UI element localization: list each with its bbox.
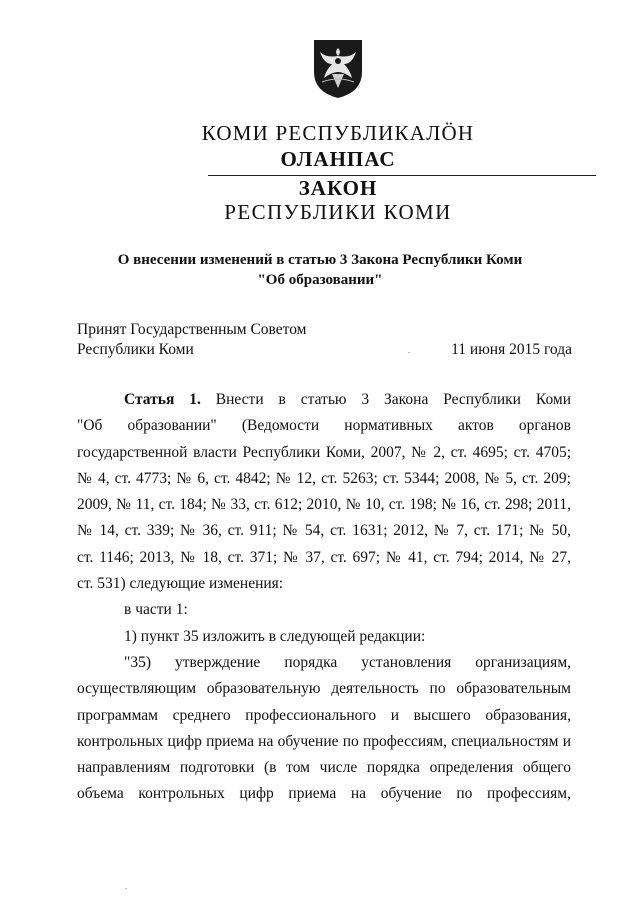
header-line-2: ОЛАНПАС <box>280 147 396 171</box>
scan-speck <box>125 888 127 889</box>
header-line-4: РЕСПУБЛИКИ КОМИ <box>224 200 452 224</box>
article-body <box>77 387 571 808</box>
quote-line: программам среднего профессионального и высшего образования, <box>77 706 571 724</box>
article-line: 2009, № 11, ст. 184; № 33, ст. 612; 2010, № 10, ст. 198; № 16, ст. 298; 2011, <box>77 496 571 514</box>
article-line: государственной власти Республики Коми, 2007, № 2, ст. 4695; ст. 4705; <box>77 443 571 461</box>
komi-coat-of-arms-icon <box>312 38 364 100</box>
scan-speck <box>408 352 410 353</box>
adopted-line-1: Принят Государственным Советом <box>77 321 307 338</box>
article-line: Статья 1. Внести в статью 3 Закона Республики Коми <box>124 391 571 408</box>
article-line: № 4, ст. 4773; № 6, ст. 4842; № 12, ст. 5263; ст. 5344; 2008, № 5, ст. 209; <box>77 469 571 487</box>
article-line: ст. 1146; 2013, № 18, ст. 371; № 37, ст. 697; № 41, ст. 794; 2014, № 27, <box>77 548 571 566</box>
adopted-line-2: Республики Коми <box>77 341 194 358</box>
article-line: № 14, ст. 339; № 36, ст. 911; № 54, ст. 1631; 2012, № 7, ст. 171; № 50, <box>77 522 571 540</box>
quote-line: осуществляющим образовательную деятельность по образовательным <box>77 680 571 698</box>
adopted-by <box>77 320 307 360</box>
adoption-date: 11 июня 2015 года <box>451 341 572 358</box>
header-line-3: ЗАКОН <box>298 176 378 200</box>
law-title-line-1: О внесении изменений в статью 3 Закона Республики Коми <box>117 252 523 268</box>
article-line: ст. 531) следующие изменения: <box>77 575 284 593</box>
quote-line: контрольных цифр приема на обучение по профессиям, специальностям и <box>77 732 571 750</box>
article-line: "Об образовании" (Ведомости нормативных актов органов <box>77 417 571 435</box>
header-line-1: КОМИ РЕСПУБЛИКАЛӦН <box>201 121 475 145</box>
quote-line: "35) утверждение порядка установления организациям, <box>124 653 571 671</box>
item-line: 1) пункт 35 изложить в следующей редакции: <box>124 627 426 645</box>
law-title <box>0 250 640 290</box>
quote-line: объема контрольных цифр приема на обучение по профессиям, <box>77 785 571 803</box>
law-title-line-2: "Об образовании" <box>257 272 383 288</box>
part-line: в части 1: <box>124 601 188 619</box>
quote-line: направлениям подготовки (в том числе порядка определения общего <box>77 759 571 777</box>
article-label: Статья 1. <box>124 391 201 408</box>
